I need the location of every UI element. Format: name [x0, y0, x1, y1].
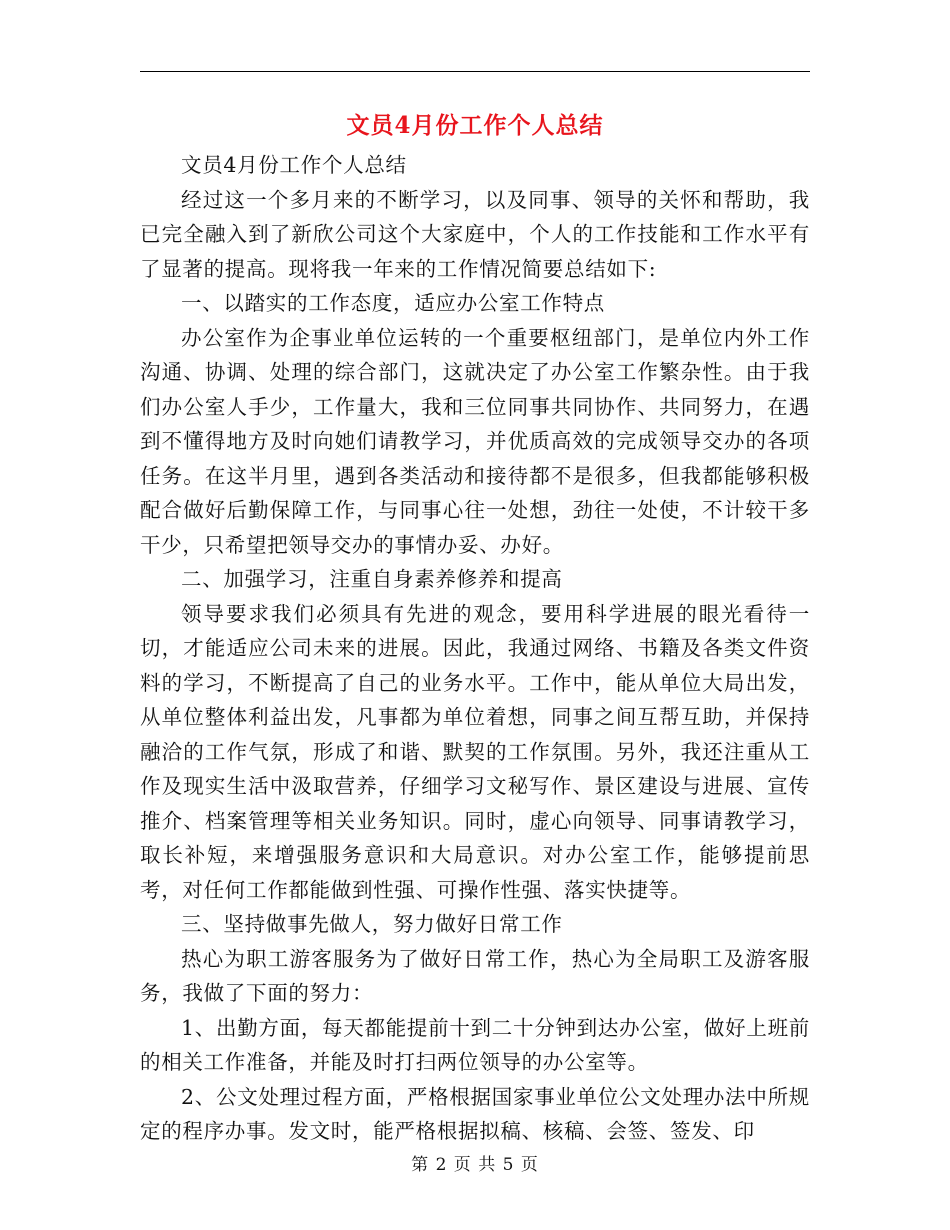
document-body: [140, 148, 810, 1149]
section-heading-2: 二、加强学习，注重自身素养修养和提高: [181, 567, 563, 591]
paragraph-section-1: 办公室作为企事业单位运转的一个重要枢纽部门，是单位内外工作沟通、协调、处理的综合部门，这就决定了办公室工作繁杂性。由于我们办公室人手少，工作量大，我和三位同事共同协作、共同努力，在遇到不懂得地方及时向她们请教学习，并优质高效的完成领导交办的各项任务。在这半月里，遇到各类活动和接待都不是很多，但我都能够积极配合做好后勤保障工作，与同事心往一处想，劲往一处使，不计较干多干少，只希望把领导交办的事情办妥、办好。: [140, 325, 810, 557]
paragraph-section-2: 领导要求我们必须具有先进的观念，要用科学进展的眼光看待一切，才能适应公司未来的进展。因此，我通过网络、书籍及各类文件资料的学习，不断提高了自己的业务水平。工作中，能从单位大局出发，从单位整体利益出发，凡事都为单位着想，同事之间互帮互助，并保持融洽的工作气氛，形成了和谐、默契的工作氛围。另外，我还注重从工作及现实生活中汲取营养，仔细学习文秘写作、景区建设与进展、宣传推介、档案管理等相关业务知识。同时，虚心向领导、同事请教学习，取长补短，来增强服务意识和大局意识。对办公室工作，能够提前思考，对任何工作都能做到性强、可操作性强、落实快捷等。: [140, 601, 810, 902]
section-heading-1: 一、以踏实的工作态度，适应办公室工作特点: [181, 291, 605, 315]
list-item-document-handling: 2、公文处理过程方面，严格根据国家事业单位公文处理办法中所规定的程序办事。发文时，能严格根据拟稿、核稿、会签、签发、印: [140, 1084, 810, 1143]
paragraph-intro: 经过这一个多月来的不断学习，以及同事、领导的关怀和帮助，我已完全融入到了新欣公司这个大家庭中，个人的工作技能和工作水平有了显著的提高。现将我一年来的工作情况简要总结如下:: [140, 187, 810, 281]
paragraph-subtitle: 文员4月份工作个人总结: [181, 153, 407, 177]
paragraph-section-3: 热心为职工游客服务为了做好日常工作，热心为全局职工及游客服务，我做了下面的努力：: [140, 946, 810, 1005]
section-heading-3: 三、坚持做事先做人，努力做好日常工作: [181, 912, 563, 936]
document-title: 文员4月份工作个人总结: [346, 112, 604, 139]
page-number: 第 2 页 共 5 页: [411, 1155, 539, 1175]
list-item-attendance: 1、出勤方面，每天都能提前十到二十分钟到达办公室，做好上班前的相关工作准备，并能及时打扫两位领导的办公室等。: [140, 1015, 810, 1074]
header-rule: [140, 71, 810, 72]
